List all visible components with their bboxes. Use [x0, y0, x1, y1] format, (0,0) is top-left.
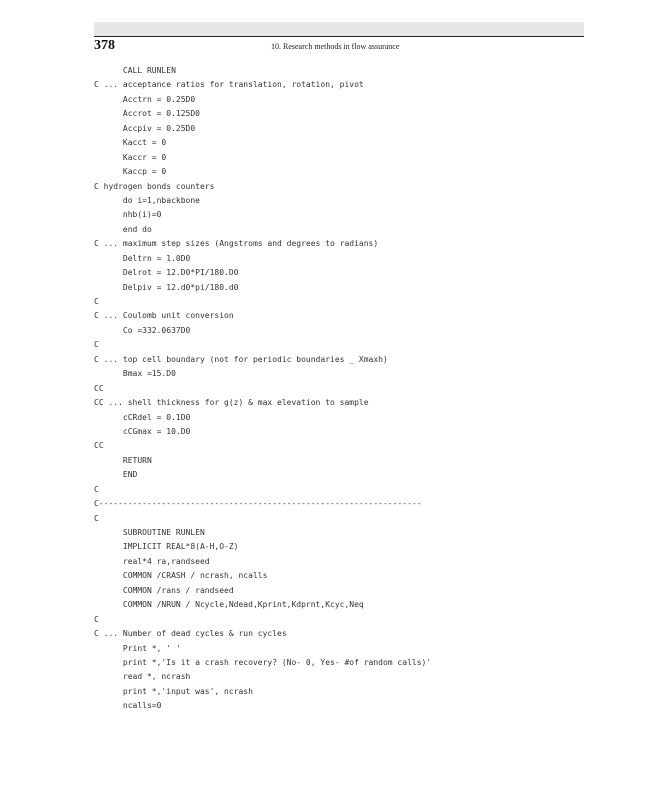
code-line: Accpiv = 0.25D0	[94, 123, 196, 133]
code-line: END	[94, 470, 138, 480]
code-line: Accrot = 0.125D0	[94, 109, 200, 119]
code-line: Acctrn = 0.25D0	[94, 94, 196, 104]
code-line: C	[94, 297, 99, 306]
code-line: print *,'Is it a crash recovery? (No- 0, Yes- #of random calls)'	[94, 657, 432, 667]
code-line: RETURN	[94, 455, 152, 465]
code-line: CC	[94, 383, 104, 393]
code-line: Delrot = 12.D0*PI/180.D0	[94, 268, 239, 278]
code-line: print *,'input was', ncrash	[94, 686, 253, 696]
code-line: C	[94, 614, 99, 624]
code-line: CC ... shell thickness for g(z) & max elevation to sample	[94, 398, 369, 408]
code-line: C ... Number of dead cycles & run cycles	[94, 629, 287, 639]
code-line: nhb(i)=0	[94, 210, 162, 220]
code-line: C	[94, 340, 99, 350]
code-line: Deltrn = 1.0D0	[94, 253, 191, 263]
page-number: 378	[94, 38, 115, 53]
code-line: IMPLICIT REAL*8(A-H,O-Z)	[94, 542, 239, 552]
running-head: 10. Research methods in flow assurance	[271, 42, 400, 51]
code-line: do i=1,nbackbone	[94, 195, 200, 205]
code-line: C	[94, 513, 99, 523]
code-line: Delpiv = 12.d0*pi/180.d0	[94, 282, 239, 292]
code-line: COMMON /CRASH / ncrash, ncalls	[94, 571, 268, 581]
code-line: CALL RUNLEN	[94, 66, 176, 75]
code-line: Kacct = 0	[94, 138, 167, 148]
code-line: Bmax =15.D0	[94, 369, 176, 379]
code-line: Print *, ' '	[94, 643, 181, 653]
code-line: cCRdel = 0.1D0	[94, 412, 191, 422]
code-line: C ... top cell boundary (not for periodic boundaries _ Xmaxh)	[94, 354, 388, 364]
code-line: CC	[94, 441, 104, 451]
code-line: Co =332.0637D0	[94, 325, 191, 335]
code-listing	[94, 64, 594, 714]
code-line: COMMON /NRUN / Ncycle,Ndead,Kprint,Kdprnt,Kcyc,Neq	[94, 600, 364, 610]
code-line: C ... Coulomb unit conversion	[94, 311, 234, 321]
code-line: Kaccp = 0	[94, 167, 167, 177]
code-line: end do	[94, 224, 152, 234]
header-bar	[94, 22, 584, 36]
code-line: ncalls=0	[94, 701, 162, 711]
code-line: C	[94, 484, 99, 494]
code-line: COMMON /rans / randseed	[94, 585, 234, 595]
code-line: read *, ncrash	[94, 672, 191, 682]
code-line: C ... acceptance ratios for translation, rotation, pivot	[94, 80, 364, 90]
code-line: C-------------------------------------------------------------------	[94, 499, 422, 509]
code-line: C ... maximum step sizes (Angstroms and degrees to radians)	[94, 239, 379, 249]
code-line: real*4 ra,randseed	[94, 556, 210, 566]
code-line: Kaccr = 0	[94, 152, 167, 162]
code-line: C hydrogen bonds counters	[94, 181, 215, 191]
code-line: SUBROUTINE RUNLEN	[94, 528, 205, 537]
header-rule	[94, 36, 584, 37]
code-line: cCGmax = 10.D0	[94, 426, 191, 436]
